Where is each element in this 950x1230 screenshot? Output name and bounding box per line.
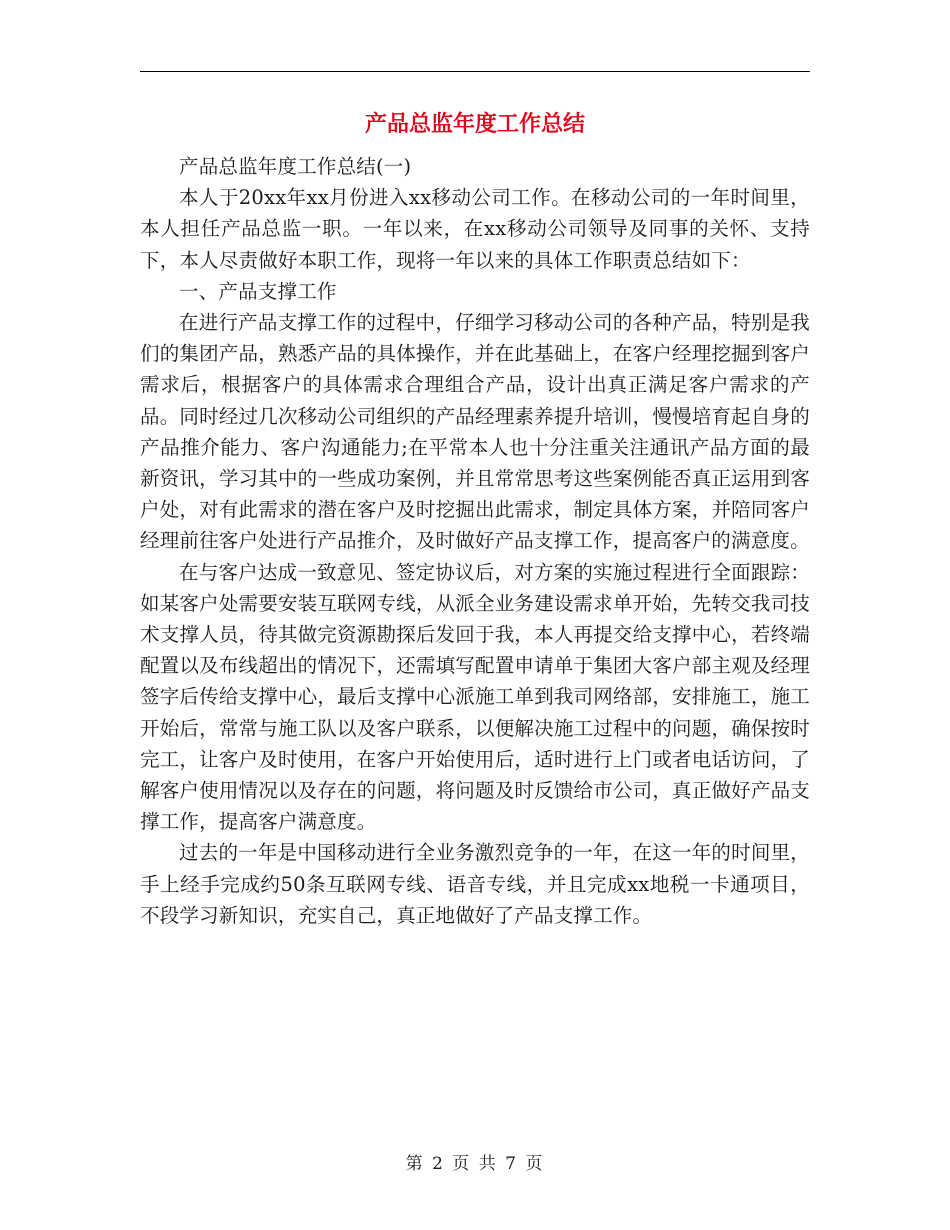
- page-number-footer: 第 2 页 共 7 页: [405, 1154, 545, 1174]
- document-body: [140, 151, 810, 931]
- intro-paragraph: 本人于20xx年xx月份进入xx移动公司工作。在移动公司的一年时间里，本人担任产品总监一职。一年以来，在xx移动公司领导及同事的关怀、支持下，本人尽责做好本职工作，现将一年以来的具体工作职责总结如下：: [140, 186, 810, 272]
- body-paragraph: 过去的一年是中国移动进行全业务激烈竞争的一年，在这一年的时间里，手上经手完成约50条互联网专线、语音专线，并且完成xx地税一卡通项目，不段学习新知识，充实自己，真正地做好了产品支撑工作。: [140, 841, 810, 927]
- document-title: 产品总监年度工作总结: [364, 112, 585, 137]
- section-heading: 一、产品支撑工作: [179, 279, 337, 303]
- body-paragraph: 在与客户达成一致意见、签定协议后，对方案的实施过程进行全面跟踪：如某客户处需要安装互联网专线，从派全业务建设需求单开始，先转交我司技术支撑人员，待其做完资源勘探后发回于我，本人再提交给支撑中心，若终端配置以及布线超出的情况下，还需填写配置申请单于集团大客户部主观及经理签字后传给支撑中心，最后支撑中心派施工单到我司网络部，安排施工，施工开始后，常常与施工队以及客户联系，以便解决施工过程中的问题，确保按时完工，让客户及时使用，在客户开始使用后，适时进行上门或者电话访问，了解客户使用情况以及存在的问题，将问题及时反馈给市公司，真正做好产品支撑工作，提高客户满意度。: [140, 560, 810, 834]
- subtitle-paragraph: 产品总监年度工作总结(一): [179, 155, 412, 178]
- header-rule: [140, 71, 810, 72]
- body-paragraph: 在进行产品支撑工作的过程中，仔细学习移动公司的各种产品，特别是我们的集团产品，熟悉产品的具体操作，并在此基础上，在客户经理挖掘到客户需求后，根据客户的具体需求合理组合产品，设计出真正满足客户需求的产品。同时经过几次移动公司组织的产品经理素养提升培训，慢慢培育起自身的产品推介能力、客户沟通能力;在平常本人也十分注重关注通讯产品方面的最新资讯，学习其中的一些成功案例，并且常常思考这些案例能否真正运用到客户处，对有此需求的潜在客户及时挖掘出此需求，制定具体方案，并陪同客户经理前往客户处进行产品推介，及时做好产品支撑工作，提高客户的满意度。: [140, 311, 810, 553]
